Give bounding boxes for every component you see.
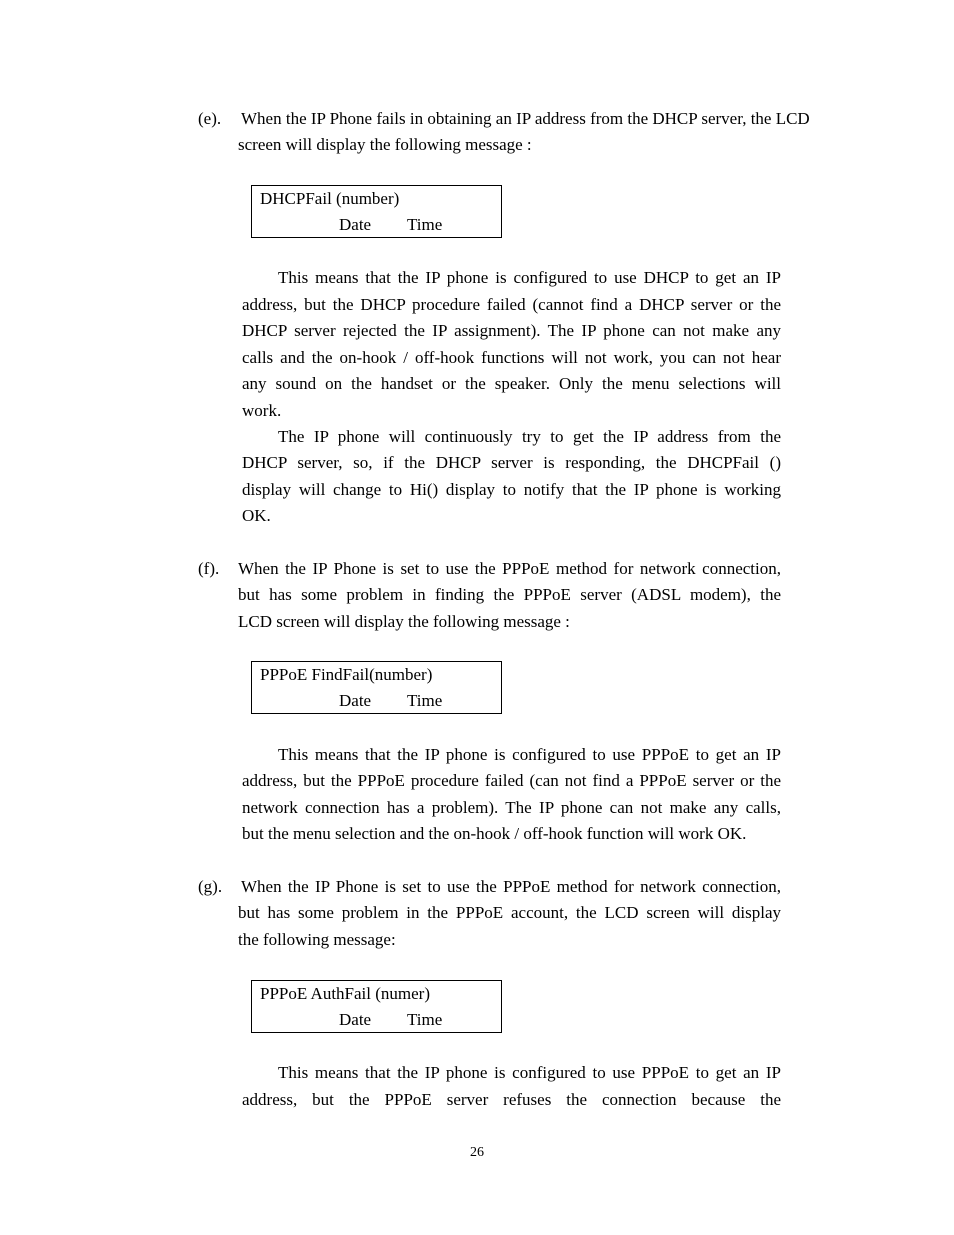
lcd-date-label: Date bbox=[339, 1010, 372, 1029]
intro-line: When the IP Phone fails in obtaining an IP address from the DHCP server, the LCD bbox=[241, 109, 810, 128]
paragraph-line: address, but the PPPoE server refuses the connection because the bbox=[242, 1090, 781, 1109]
lcd-time-label: Time bbox=[407, 215, 443, 234]
intro-line: LCD screen will display the following message : bbox=[238, 612, 570, 631]
lcd-line-1: PPPoE FindFail(number) bbox=[260, 665, 433, 684]
lcd-line-1: PPPoE AuthFail (numer) bbox=[260, 984, 431, 1003]
intro-line: When the IP Phone is set to use the PPPoE method for network connection, bbox=[238, 559, 781, 578]
paragraph-line: network connection has a problem). The IP phone can not make any calls, bbox=[242, 798, 781, 817]
lcd-message-box bbox=[251, 980, 502, 1033]
paragraph-line: display will change to Hi() display to notify that the IP phone is working bbox=[242, 480, 781, 499]
page-number: 26 bbox=[470, 1145, 484, 1160]
intro-line: the following message: bbox=[238, 930, 396, 949]
intro-line: but has some problem in the PPPoE account, the LCD screen will display bbox=[238, 903, 781, 922]
intro-line: When the IP Phone is set to use the PPPoE method for network connection, bbox=[241, 877, 781, 896]
paragraph-line: OK. bbox=[242, 506, 271, 525]
paragraph-line: address, but the DHCP procedure failed (cannot find a DHCP server or the bbox=[242, 295, 781, 314]
paragraph-line: address, but the PPPoE procedure failed (can not find a PPPoE server or the bbox=[242, 771, 781, 790]
lcd-message-box bbox=[251, 185, 502, 238]
paragraph-line: any sound on the handset or the speaker. Only the menu selections will bbox=[242, 374, 781, 393]
list-marker-f: (f). bbox=[198, 559, 220, 578]
lcd-date-label: Date bbox=[339, 215, 372, 234]
paragraph-line: This means that the IP phone is configured to use DHCP to get an IP bbox=[278, 268, 781, 287]
lcd-date-label: Date bbox=[339, 691, 372, 710]
paragraph-line: DHCP server rejected the IP assignment). The IP phone can not make any bbox=[242, 321, 781, 340]
paragraph-line: but the menu selection and the on-hook / off-hook function will work OK. bbox=[242, 824, 747, 843]
list-marker-e: (e). bbox=[198, 109, 222, 128]
intro-line: but has some problem in finding the PPPoE server (ADSL modem), the bbox=[238, 585, 781, 604]
paragraph-line: work. bbox=[242, 401, 282, 420]
paragraph-line: The IP phone will continuously try to get the IP address from the bbox=[278, 427, 781, 446]
lcd-time-label: Time bbox=[407, 1010, 443, 1029]
lcd-line-1: DHCPFail (number) bbox=[260, 189, 400, 208]
paragraph-line: calls and the on-hook / off-hook functions will not work, you can not hear bbox=[242, 348, 781, 367]
lcd-time-label: Time bbox=[407, 691, 443, 710]
paragraph-line: DHCP server, so, if the DHCP server is responding, the DHCPFail () bbox=[242, 453, 781, 472]
paragraph-line: This means that the IP phone is configured to use PPPoE to get an IP bbox=[278, 745, 781, 764]
intro-line: screen will display the following message : bbox=[238, 135, 532, 154]
list-marker-g: (g). bbox=[198, 877, 223, 896]
lcd-message-box bbox=[251, 661, 502, 714]
paragraph-line: This means that the IP phone is configured to use PPPoE to get an IP bbox=[278, 1063, 781, 1082]
